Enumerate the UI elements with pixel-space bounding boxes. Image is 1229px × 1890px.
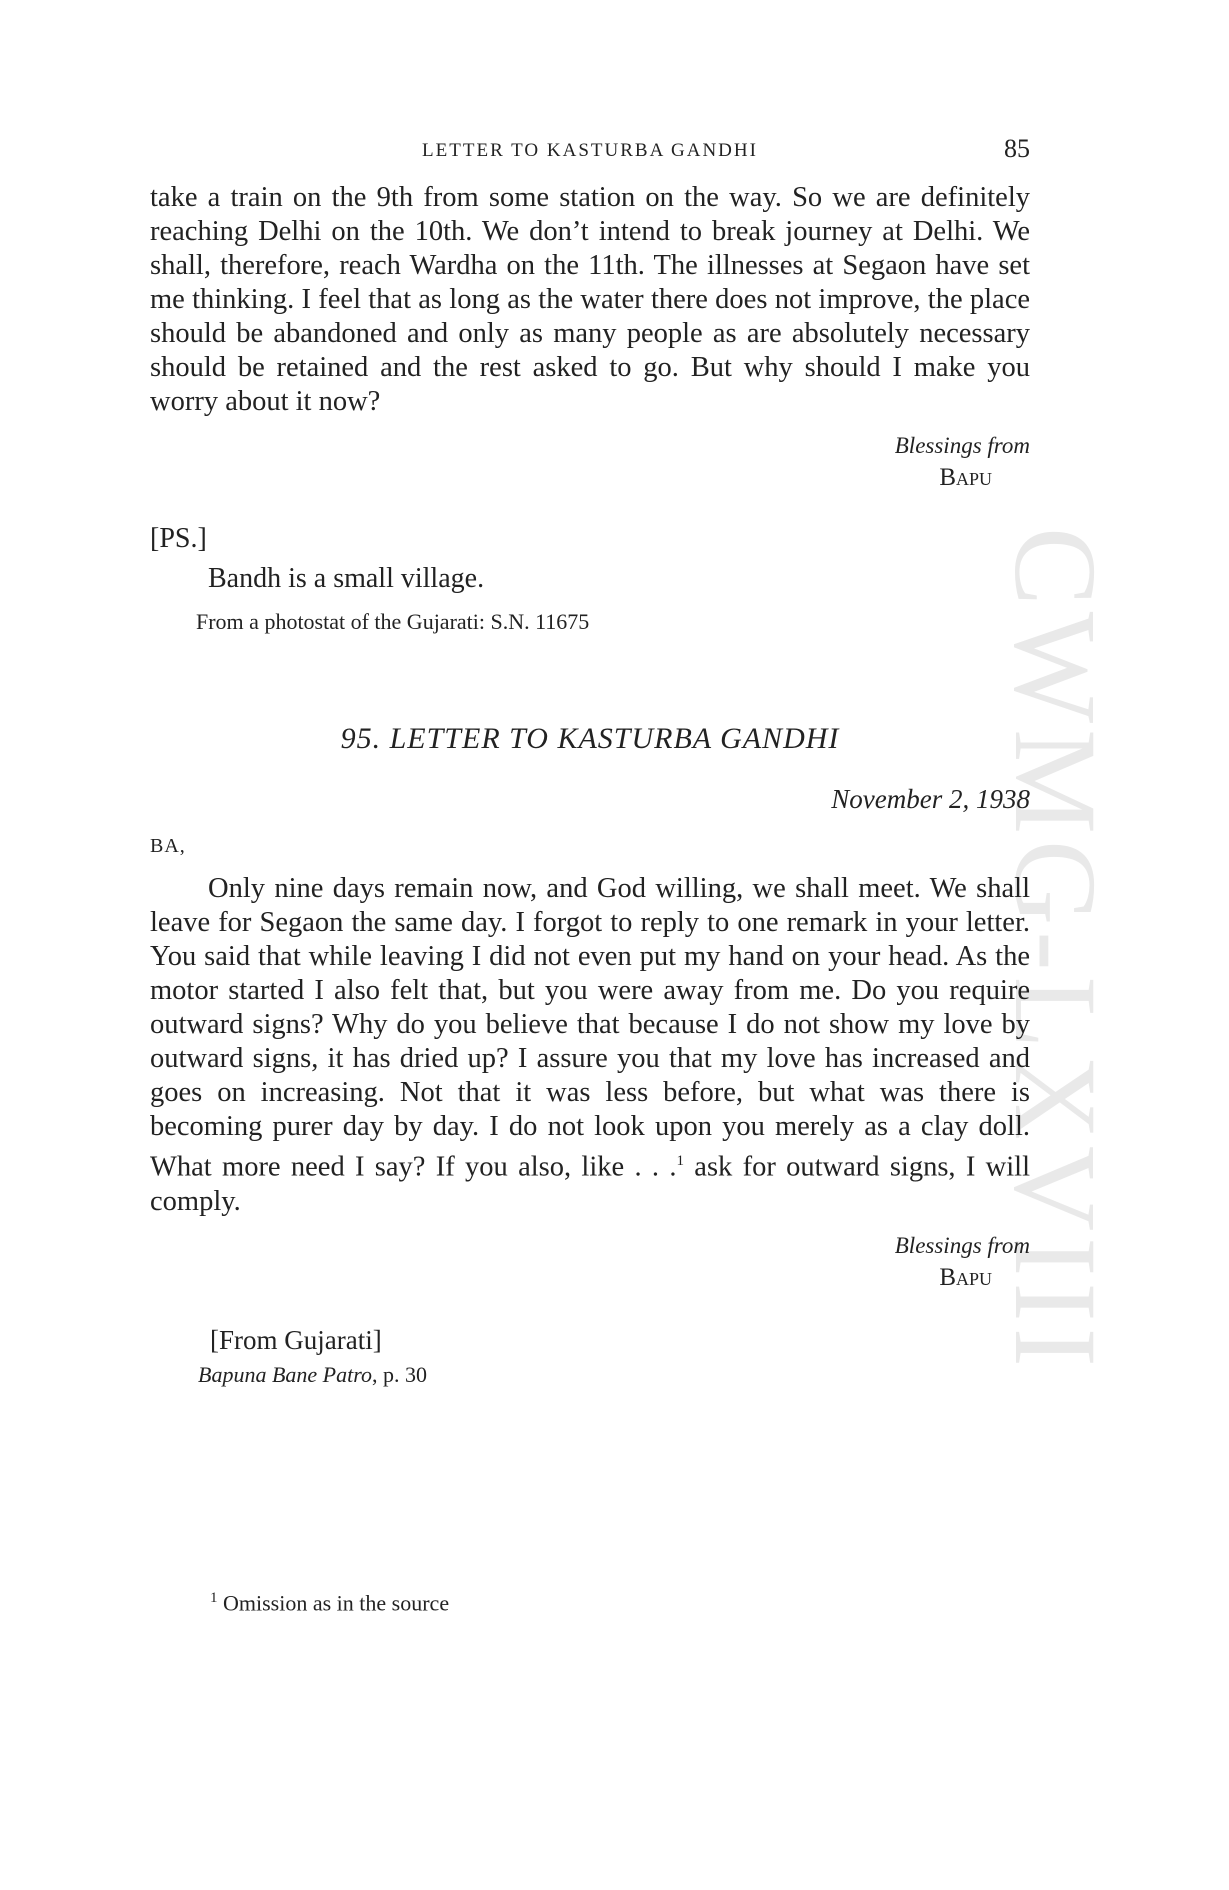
source-page: , p. 30 bbox=[371, 1361, 427, 1387]
letter-body-text: Only nine days remain now, and God willing, we shall meet. We shall leave for Segaon the same day. I forgot to reply to one remark in your letter. You said that while leaving I did not even put my hand on your head. As the motor started I also felt that, but you were away from me. Do you require outward signs? Why do you believe that because I do not show my love by outward signs, it has dried up? I assure you that my love has increased and goes on increasing. Not that it was less before, but what was there is becoming purer day by day. I do not look upon you merely as a clay doll. What more need I say? If you also, like . . . bbox=[150, 873, 1030, 1183]
closing-blessings: Blessings from bbox=[894, 1232, 1030, 1258]
footnote bbox=[210, 1590, 449, 1616]
document-heading: 95. LETTER TO KASTURBA GANDHI bbox=[340, 722, 840, 755]
signature: Bapu bbox=[939, 1263, 992, 1291]
letter-date: November 2, 1938 bbox=[831, 784, 1030, 814]
ps-text: Bandh is a small village. bbox=[208, 563, 485, 594]
signature: Bapu bbox=[939, 464, 992, 491]
ps-label: [PS.] bbox=[150, 523, 207, 554]
watermark-text: CWMG-LXVIII bbox=[990, 527, 1121, 1373]
source-title: Bapuna Bane Patro bbox=[198, 1361, 372, 1387]
source-note: From a photostat of the Gujarati: S.N. 11675 bbox=[196, 609, 590, 634]
running-head-title: LETTER TO KASTURBA GANDHI bbox=[422, 140, 758, 161]
letter-body bbox=[150, 872, 1030, 1219]
source-citation bbox=[150, 1362, 1030, 1388]
continuation-paragraph: take a train on the 9th from some station on the way. So we are definitely reaching Delhi on the 10th. We don’t intend to break journey at Delhi. We shall, therefore, reach Wardha on the 11th. The illnesses at Segaon have set me thinking. I feel that as long as the water there does not improve, the place should be abandoned and only as many people as are absolutely necessary should be retained and the rest asked to go. But why should I make you worry about it now? bbox=[150, 182, 1030, 417]
letter-body-end: ask for outward signs, I will comply. bbox=[150, 1151, 1030, 1217]
running-head bbox=[150, 134, 1030, 164]
footnote-number: 1 bbox=[210, 1590, 218, 1606]
closing-blessings: Blessings from bbox=[894, 433, 1030, 458]
source-line: [From Gujarati] bbox=[210, 1324, 382, 1355]
letter-section bbox=[150, 835, 1030, 1388]
page-number: 85 bbox=[1004, 134, 1030, 163]
continuation-section bbox=[150, 181, 1030, 635]
footnote-text: Omission as in the source bbox=[217, 1590, 450, 1616]
footnote-marker: 1 bbox=[676, 1153, 684, 1169]
salutation: BA, bbox=[150, 835, 186, 857]
